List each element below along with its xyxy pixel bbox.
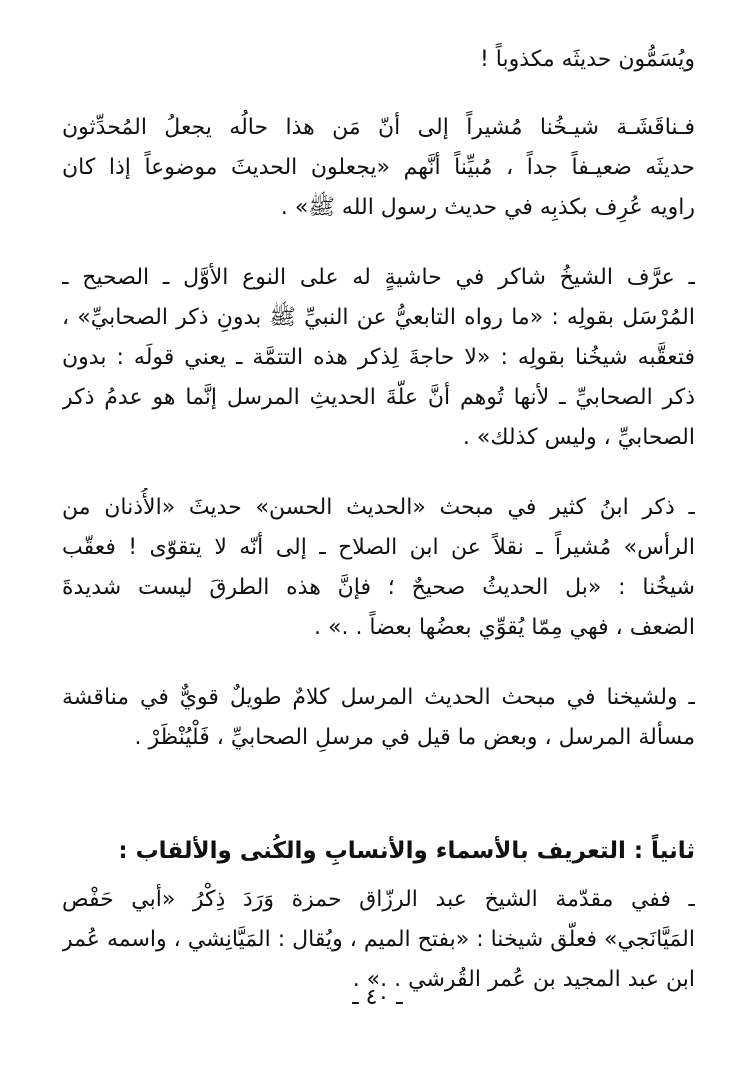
- text-line: الرأس» مُشيراً ـ نقلاً عن ابن الصلاح ـ إلى أنّه لا يتقوّى ! فعقّب: [62, 535, 695, 560]
- text-line: فتعقَّبه شيخُنا بقولِه : «لا حاجةَ لِذكر هذه التتمَّة ـ يعني قولَه : بدون: [62, 345, 695, 370]
- page-number: ـ ٤٠ ـ: [352, 985, 403, 1010]
- paragraph-ibn-kathir: [62, 488, 695, 648]
- paragraph-discussion: [62, 108, 695, 228]
- text-line: ـ ذكر ابنُ كثير في مبحث «الحديث الحسن» حديثَ «الأُذنان من: [62, 495, 695, 520]
- text-line: مسألة المرسل ، وبعض ما قيل في مرسلِ الصحابيِّ ، فَلْيُنْظَرْ .: [134, 725, 695, 750]
- text-line: الضعف ، فهي مِمّا يُقوِّي بعضُها بعضاً . .» .: [314, 615, 695, 640]
- text-line: المَيَّانَجي» فعلّق شيخنا : «بفتح الميم ، ويُقال : المَيَّانِشي ، واسمه عُمر: [62, 927, 695, 952]
- paragraph-mursal: [62, 678, 695, 758]
- text-line: المُرْسَل بقولِه : «ما رواه التابعيُّ عن النبيِّ ﷺ بدونِ ذكر الصحابيِّ» ،: [62, 305, 695, 330]
- text-line: ابن عبد المجيد بن عُمر القُرشي . .» .: [352, 967, 695, 992]
- paragraph-shakir-note: [62, 258, 695, 458]
- section-heading: ثانياً : التعريف بالأسماء والأنسابِ والكُنى والألقاب :: [118, 838, 695, 864]
- text-line: فـناقَشَـة شيـخُنا مُشيراً إلى أنّ مَن هذا حالُه يجعلُ المُحدِّثون: [62, 115, 695, 140]
- text-line: ذكر الصحابيِّ ـ لأنها تُوهم أنَّ علّةَ الحديثِ المرسل إنَّما هو عدمُ ذكر: [62, 385, 695, 410]
- text-line: شيخُنا : «بل الحديثُ صحيحٌ ؛ فإنَّ هذه الطرقَ ليست شديدةَ: [62, 575, 695, 600]
- text-line: ويُسَمُّون حديثَه مكذوباً !: [479, 47, 695, 72]
- text-line: ـ ففي مقدّمة الشيخ عبد الرزّاق حمزة وَرَدَ ذِكْرُ «أبي حَفْص: [62, 887, 695, 912]
- text-line: ـ عرَّف الشيخُ شاكر في حاشيةٍ له على النوع الأوَّل ـ الصحيح ـ: [62, 265, 695, 290]
- text-line: الصحابيِّ ، وليس كذلك» .: [462, 425, 695, 450]
- paragraph-names: [62, 880, 695, 1000]
- text-line: راويه عُرِف بكذبِه في حديث رسول الله ﷺ» .: [280, 195, 695, 220]
- text-line: ـ ولشيخنا في مبحث الحديث المرسل كلامٌ طويلٌ قويٌّ في مناقشة: [62, 685, 695, 710]
- text-line: حديثَه ضعيـفاً جداً ، مُبيِّناً أنَّهم «يجعلون الحديثَ موضوعاً إذا كان: [62, 155, 695, 180]
